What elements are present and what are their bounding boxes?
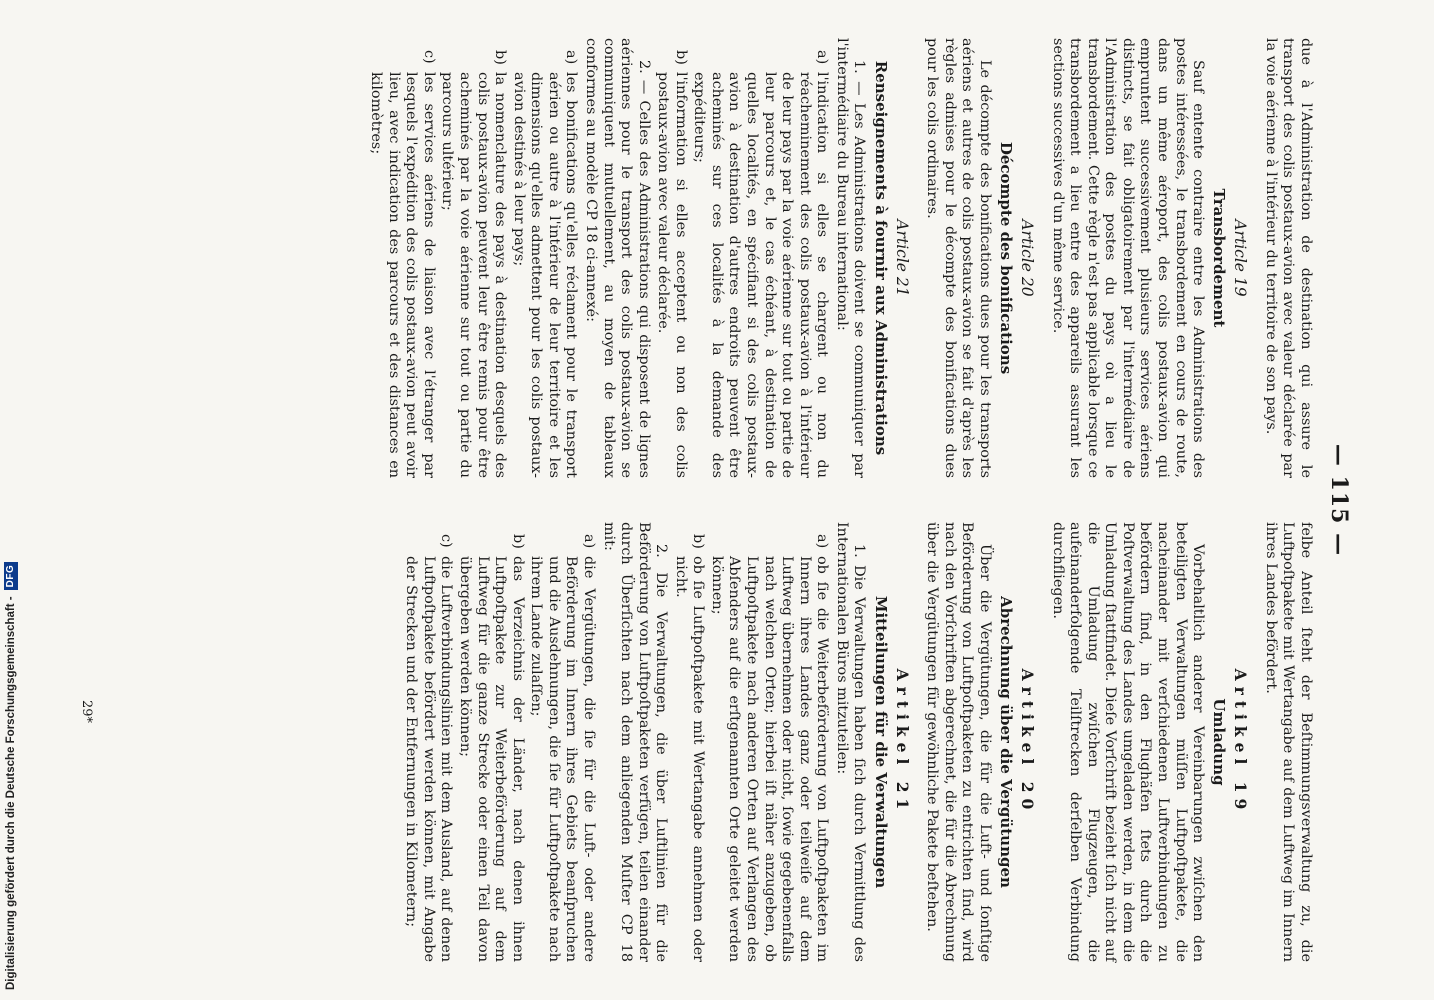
list-item bbox=[690, 38, 831, 478]
list-label: a) bbox=[580, 534, 597, 549]
list-label: a) bbox=[814, 534, 831, 549]
list-text: la nomenclature des pays à destination desquels des colis postaux-avion peuvent leur être remis pour être acheminés par la voie aérienne sur tout ou partie du parcours ultérieur; bbox=[439, 72, 509, 478]
list-label: c) bbox=[438, 534, 455, 548]
list-label: b) bbox=[690, 534, 707, 549]
list-text: l'indication si elles se chargent ou non du réacheminement des colis postaux-avion à l'intérieur de leur pays par la voie aérienne sur tout ou partie de leur parcours et, le cas échéant, à destination de quelles localités, en spécifiant si des colis postaux-avion à destination d'autres endroits peuvent être acheminés sur ces localités à la demande des expéditeurs; bbox=[691, 72, 831, 478]
german-article-21-title: Artikel 21 bbox=[892, 668, 912, 816]
list-text: les bonifications qu'elles réclament pour le transport aérien ou autre à l'intérieur de leur territoire et les dimensions qu'elles admettent pour les colis postaux-avion destinés à leur pays; bbox=[510, 72, 580, 478]
list-item bbox=[455, 522, 525, 962]
french-article-21-para-2: 2. — Celles des Administrations qui disposent de lignes aériennes pour le transport des colis postaux-avion se communiquent mutuellement, au moyen de tableaux conformes au modèle CP 18 ci-annexé: bbox=[582, 38, 652, 478]
german-article-21-para-2: 2. Die Verwaltungen, die über Luftlinien für die Beförderung von Luftpoſtpaketen verfügen, teilen einander durch Überſichten nach dem anliegenden Muſter CP 18 mit: bbox=[600, 522, 670, 962]
german-intro: felbe Anteil ſteht der Beſtimmungsverwaltung zu, die Luftpoſtpakete mit Wertangabe auf dem Luftweg im Innern ihres Landes befördert. bbox=[1262, 522, 1314, 962]
french-article-20-title: Article 20 bbox=[1018, 219, 1037, 297]
list-item bbox=[707, 522, 830, 962]
list-text: die Luftverbindungslinien mit dem Ausland, auf denen Luftpoſtpakete befördert werden können, mit Angabe der Strecken und der Entfernungen in Kilometern; bbox=[403, 556, 455, 962]
german-article-21-subtitle: Mitteilungen für die Verwaltungen bbox=[871, 595, 890, 889]
list-item bbox=[671, 522, 706, 962]
list-label: c) bbox=[420, 50, 437, 64]
german-article-19-subtitle: Umladung bbox=[1210, 698, 1229, 786]
credit-text: Digitalisierung gefördert durch die Deutsche Forschungsgemeinschaft - bbox=[5, 596, 17, 990]
list-item bbox=[438, 38, 508, 478]
list-item bbox=[402, 522, 455, 962]
german-article-20-subtitle: Abrechnung über die Vergütungen bbox=[997, 596, 1016, 888]
german-article-20-text: Über die Vergütungen, die für die Luft- und ſonſtige Beförderung von Luftpoſtpaketen zu entrichten ſind, wird nach den Vorſchriften abgerechnet, die für die Abrechnung über die Vergütungen für gewöhnliche Pakete beſtehen. bbox=[924, 522, 993, 962]
french-article-21-para-1-list bbox=[654, 38, 831, 478]
list-label: a) bbox=[563, 50, 580, 65]
list-text: ob ſie die Weiterbeförderung von Luftpoſtpaketen im Innern ihres Landes ganz oder teilweiſe auf dem Luftweg übernehmen oder nicht, ſowie gegebenenfalls nach welchen Orten; hierbei iſt näher anzugeben, ob Luftpoſtpakete nach anderen Orten auf Verlangen des Abſenders auf die erſtgenannten Orte geleitet werden können; bbox=[708, 556, 831, 962]
french-article-19-subtitle: Transbordement bbox=[1210, 188, 1229, 328]
german-article-21-para-1-list bbox=[671, 522, 830, 962]
signature-mark: 29* bbox=[79, 700, 94, 724]
list-label: a) bbox=[814, 50, 831, 65]
page-number: — 115 — bbox=[1326, 443, 1352, 557]
french-article-21-para-2-list bbox=[367, 38, 580, 478]
list-item bbox=[509, 38, 579, 478]
german-article-19-text: Vorbehaltlich anderer Vereinbarungen zwiſchen den beteiligten Verwaltungen müſſen Luftpoſtpakete, die nacheinander mit verſchiedenen Luftverbindungen zu befördern ſind, in den Flughäfen ſtets durch die Poſtverwaltung des Landes umgeladen werden, in dem die Umladung ſtattfindet. Dieſe Vorſchrift bezieht ſich nicht auf die Umladung zwiſchen Flugzeugen, die aufeinanderfolgende Teilſtrecken derſelben Verbindung durchfliegen. bbox=[1049, 522, 1207, 962]
french-article-19-title: Article 19 bbox=[1231, 219, 1250, 297]
list-text: les services aériens de liaison avec l'étranger par lesquels l'expédition des colis postaux-avion peut avoir lieu, avec indication des parcours et des distances en kilomètres; bbox=[368, 72, 437, 478]
list-text: l'information si elles acceptent ou non des colis postaux-avion avec valeur déclarée. bbox=[655, 72, 689, 478]
french-article-20-subtitle: Décompte des bonifications bbox=[997, 141, 1016, 375]
french-article-20-text: Le décompte des bonifications dues pour les transports aériens et autres de colis postaux-avion se fait d'après les règles admises pour le décompte des bonifications dues pour les colis ordinaires. bbox=[924, 38, 993, 478]
german-article-21-para-1: 1. Die Verwaltungen haben ſich durch Vermittlung des Internationalen Büros mitzuteilen: bbox=[833, 522, 868, 962]
list-text: ob ſie Luftpoſtpakete mit Wertangabe annehmen oder nicht. bbox=[672, 556, 707, 962]
german-article-19-title: Artikel 19 bbox=[1231, 668, 1251, 816]
french-intro: due à l'Administration de destination qui assure le transport des colis postaux-avion avec valeur déclarée par la voie aérienne à l'intérieur du territoire de son pays. bbox=[1262, 38, 1314, 478]
german-column bbox=[400, 522, 1314, 962]
list-item bbox=[367, 38, 437, 478]
german-article-20-title: Artikel 20 bbox=[1018, 668, 1038, 816]
german-article-21-para-2-list bbox=[402, 522, 597, 962]
french-article-19-text: Sauf entente contraire entre les Administrations des postes intéressées, le transbordement en cours de route, dans un même aéroport, des colis postaux-avion qui empruntent successivement plusieurs services aériens distincts, se fait obligatoirement par l'intermédiaire de l'Administration des postes du pays où a lieu le transbordement. Cette règle n'est pas applicable lorsque ce transbordement a lieu entre des appareils assurant les sections successives d'un même service. bbox=[1049, 38, 1207, 478]
list-item bbox=[527, 522, 597, 962]
list-text: das Verzeichnis der Länder, nach denen ihnen Luftpoſtpakete zur Weiterbeförderung auf dem Luftweg für die ganze Strecke oder einen Teil davon übergeben werden können; bbox=[457, 556, 526, 962]
french-article-21-para-1: 1. — Les Administrations doivent se communiquer par l'intermédiaire du Bureau international: bbox=[833, 38, 868, 478]
list-text: die Vergütungen, die ſie für die Luft- oder andere Beförderung im Innern ihres Gebiets beanſpruchen und die Ausdehnungen, die ſie für Luftpoſtpakete nach ihrem Lande zulaſſen; bbox=[528, 556, 597, 962]
list-label: b) bbox=[672, 50, 689, 65]
french-article-21-title: Article 21 bbox=[892, 219, 911, 297]
dfg-logo-icon: DFG bbox=[4, 562, 18, 591]
french-column bbox=[365, 38, 1314, 478]
french-article-21-subtitle: Renseignements à fournir aux Administrations bbox=[871, 60, 890, 456]
list-label: b) bbox=[509, 534, 526, 549]
list-item bbox=[654, 38, 689, 478]
list-label: b) bbox=[492, 50, 509, 65]
